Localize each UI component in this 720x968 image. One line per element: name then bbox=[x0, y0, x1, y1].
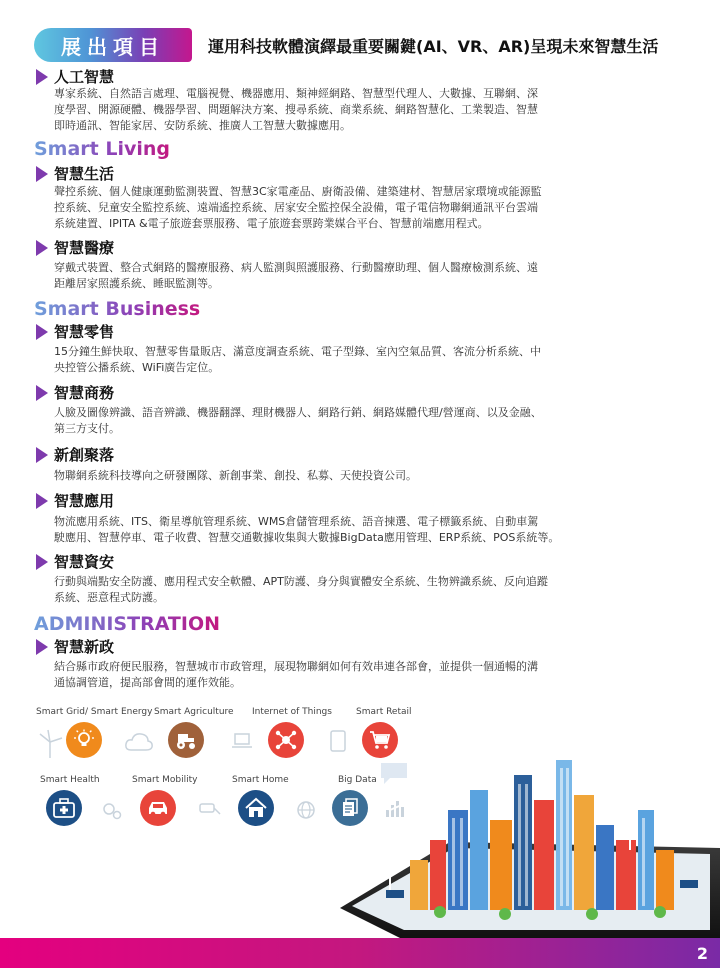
text-line: 系統建置、IPITA &電子旅遊套票服務、電子旅遊套票跨業媒合平台、智慧前端應用程式。 bbox=[54, 217, 489, 230]
section-startup-cluster-body bbox=[54, 468, 624, 484]
text-line: 專家系統、自然語言處理、電腦視覺、機器應用、類神經網路、智慧型代理人、大數據、互聯網、深 bbox=[54, 87, 538, 100]
text-line: 15分鐘生鮮快取、智慧零售量販店、滿意度調查系統、電子型錄、室內空氣品質、客流分析系統、中 bbox=[54, 345, 541, 358]
section-smart-commerce-body bbox=[54, 405, 624, 437]
label-smart-agriculture: Smart Agriculture bbox=[154, 707, 234, 717]
label-smart-grid: Smart Grid/ Smart Energy bbox=[36, 707, 153, 717]
label-internet-of-things: Internet of Things bbox=[252, 707, 332, 717]
car-icon bbox=[140, 790, 176, 826]
triangle-bullet-icon bbox=[36, 166, 48, 182]
security-camera-icon bbox=[198, 800, 222, 818]
first-aid-kit-icon bbox=[46, 790, 82, 826]
section-smart-gov-body bbox=[54, 659, 624, 691]
section-startup-cluster-title: 新創聚落 bbox=[54, 446, 115, 464]
label-smart-mobility: Smart Mobility bbox=[132, 775, 198, 785]
text-line: 物流應用系統、ITS、衛星導航管理系統、WMS倉儲管理系統、語音揀選、電子標籤系統、自動車駕 bbox=[54, 515, 539, 528]
cloud-icon bbox=[124, 730, 154, 752]
text-line: 物聯網系統科技導向之研發團隊、新創事業、創投、私募、天使投資公司。 bbox=[54, 469, 417, 482]
triangle-bullet-icon bbox=[36, 554, 48, 570]
text-line: 央控管公播系統、WiFi廣告定位。 bbox=[54, 361, 220, 374]
house-icon bbox=[238, 790, 274, 826]
section-smart-security-title: 智慧資安 bbox=[54, 553, 115, 571]
page-title: 運用科技軟體演繹最重要關鍵(AI、VR、AR)呈現未來智慧生活 bbox=[208, 37, 659, 56]
text-line: 度學習、開源硬體、機器學習、問題解決方案、搜尋系統、商業系統、網路智慧化、工業製造、智慧 bbox=[54, 103, 538, 116]
label-smart-health: Smart Health bbox=[40, 775, 100, 785]
triangle-bullet-icon bbox=[36, 447, 48, 463]
text-line: 控系統、兒童安全監控系統、遠端遙控系統、居家安全監控保全設備，電子電信物聯網通訊平台雲端 bbox=[54, 201, 538, 214]
section-smart-medical-title: 智慧醫療 bbox=[54, 239, 115, 257]
section-smart-commerce-title: 智慧商務 bbox=[54, 384, 115, 402]
heading-smart-living: Smart Living bbox=[34, 138, 171, 160]
footer-bar bbox=[0, 938, 720, 968]
heading-administration: ADMINISTRATION bbox=[34, 613, 221, 635]
section-smart-security bbox=[36, 551, 114, 572]
section-smart-retail bbox=[36, 321, 114, 342]
section-ai-title: 人工智慧 bbox=[54, 68, 115, 86]
tractor-icon bbox=[168, 722, 204, 758]
section-smart-life bbox=[36, 163, 114, 184]
text-line: 駛應用、智慧停車、電子收費、智慧交通數據收集與大數據BigData應用管理、ERP系統、POS系統等。 bbox=[54, 531, 560, 544]
triangle-bullet-icon bbox=[36, 324, 48, 340]
heading-smart-business: Smart Business bbox=[34, 298, 201, 320]
label-big-data: Big Data bbox=[338, 775, 377, 785]
text-line: 系統、惡意程式防護。 bbox=[54, 591, 164, 604]
triangle-bullet-icon bbox=[36, 69, 48, 85]
triangle-bullet-icon bbox=[36, 493, 48, 509]
text-line: 聲控系統、個人健康運動監測裝置、智慧3C家電產品、廚衛設備、建築建材、智慧居家環境或能源監 bbox=[54, 185, 542, 198]
section-smart-apps-title: 智慧應用 bbox=[54, 492, 115, 510]
section-smart-medical-body bbox=[54, 260, 624, 292]
section-smart-apps-body bbox=[54, 514, 624, 546]
text-line: 人臉及圖像辨識、語音辨識、機器翻譯、理財機器人、網路行銷、網路媒體代理/營運商、以及金融、 bbox=[54, 406, 542, 419]
section-smart-gov-title: 智慧新政 bbox=[54, 638, 115, 656]
section-smart-life-body bbox=[54, 184, 624, 232]
exhibit-items-badge: 展出項目 bbox=[34, 28, 192, 62]
page-number: 2 bbox=[696, 944, 708, 963]
lightbulb-icon bbox=[66, 722, 102, 758]
section-smart-commerce bbox=[36, 382, 114, 403]
text-line: 第三方支付。 bbox=[54, 422, 120, 435]
label-smart-home: Smart Home bbox=[232, 775, 289, 785]
section-smart-gov bbox=[36, 636, 114, 657]
gears-icon bbox=[100, 798, 124, 822]
section-smart-apps bbox=[36, 490, 114, 511]
section-startup-cluster bbox=[36, 444, 114, 465]
network-hub-icon bbox=[268, 722, 304, 758]
section-ai-body bbox=[54, 86, 624, 134]
section-smart-security-body bbox=[54, 574, 624, 606]
smart-city-tablet-illustration bbox=[330, 740, 720, 940]
triangle-bullet-icon bbox=[36, 639, 48, 655]
triangle-bullet-icon bbox=[36, 240, 48, 256]
text-line: 通協調管道，提高部會間的運作效能。 bbox=[54, 676, 241, 689]
section-ai bbox=[36, 66, 114, 87]
laptop-icon bbox=[232, 732, 252, 750]
section-smart-retail-body bbox=[54, 344, 624, 376]
section-smart-life-title: 智慧生活 bbox=[54, 165, 115, 183]
triangle-bullet-icon bbox=[36, 385, 48, 401]
text-line: 行動與端點安全防護、應用程式安全軟體、APT防護、身分與實體安全系統、生物辨識系統、反向追蹤 bbox=[54, 575, 548, 588]
wind-turbine-icon bbox=[34, 728, 66, 760]
text-line: 距離居家照護系統、睡眠監測等。 bbox=[54, 277, 219, 290]
section-smart-medical bbox=[36, 237, 114, 258]
label-smart-retail: Smart Retail bbox=[356, 707, 412, 717]
text-line: 結合縣市政府便民服務，智慧城市市政管理，展現物聯網如何有效串連各部會，並提供一個通暢的溝 bbox=[54, 660, 538, 673]
text-line: 穿戴式裝置、整合式網路的醫療服務、病人監測與照護服務、行動醫療助理、個人醫療檢測系統、遠 bbox=[54, 261, 538, 274]
section-smart-retail-title: 智慧零售 bbox=[54, 323, 115, 341]
globe-icon bbox=[296, 800, 316, 820]
text-line: 即時通訊、智能家居、安防系統、推廣人工智慧大數據應用。 bbox=[54, 119, 351, 132]
